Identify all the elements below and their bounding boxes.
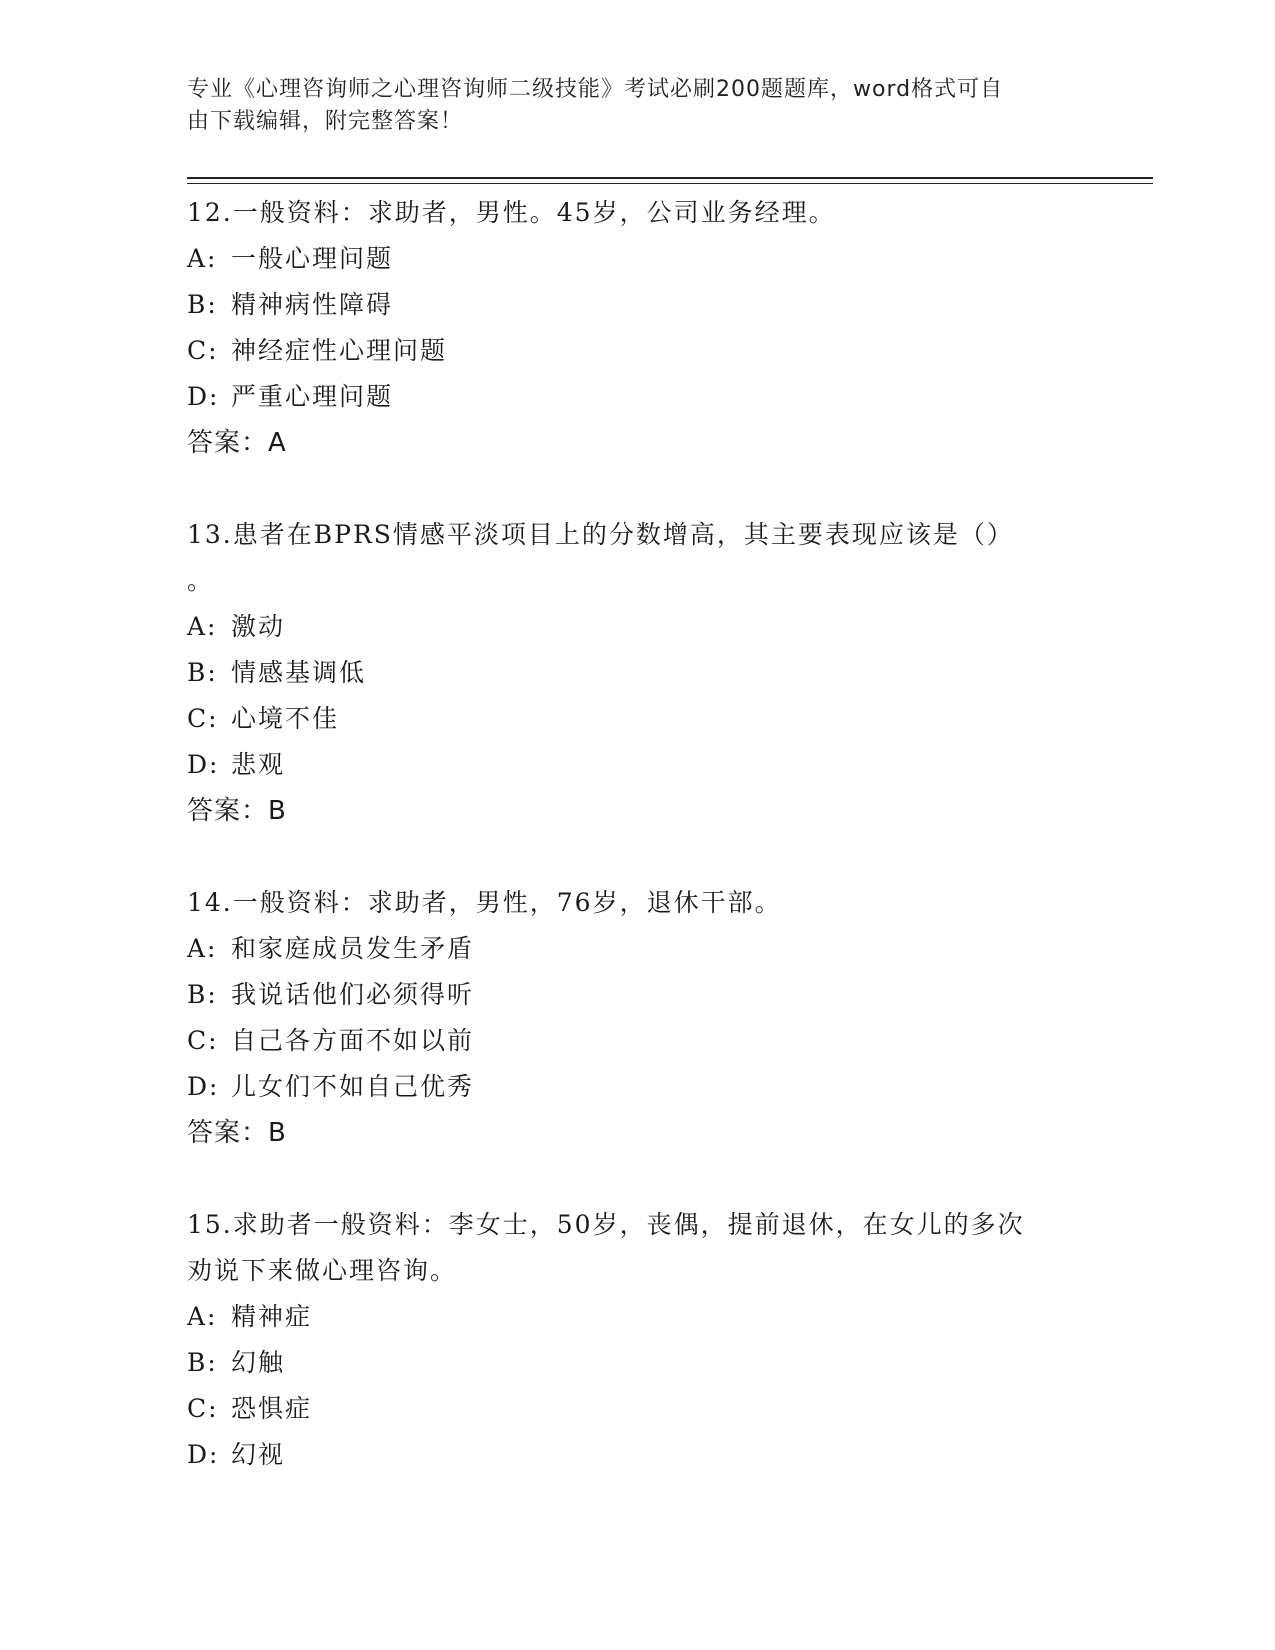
option-b (187, 650, 1087, 696)
option-b (187, 1340, 1087, 1386)
option-b (187, 282, 1087, 328)
option-label: C: (187, 1026, 219, 1055)
option-text: 儿女们不如自己优秀 (231, 1072, 475, 1101)
question-list (187, 190, 1087, 1524)
option-a (187, 1294, 1087, 1340)
option-label: B: (187, 1348, 218, 1377)
question-stem-text: 12.一般资料：求助者，男性。45岁，公司业务经理。 (187, 198, 836, 227)
document-header (187, 74, 1067, 138)
option-text: 一般心理问题 (231, 244, 394, 273)
option-d (187, 1432, 1087, 1478)
header-rule-thin (187, 183, 1153, 184)
option-text: 恐惧症 (231, 1394, 313, 1423)
option-b (187, 972, 1087, 1018)
option-label: D: (187, 382, 220, 411)
option-text: 我说话他们必须得听 (231, 980, 475, 1009)
option-c (187, 1018, 1087, 1064)
option-label: B: (187, 290, 218, 319)
option-a (187, 236, 1087, 282)
question-stem-text: 14.一般资料：求助者，男性，76岁，退休干部。 (187, 888, 782, 917)
option-label: A: (187, 1302, 218, 1331)
option-label: C: (187, 336, 219, 365)
option-text: 情感基调低 (231, 658, 367, 687)
option-a (187, 604, 1087, 650)
option-label: A: (187, 244, 218, 273)
option-text: 严重心理问题 (231, 382, 394, 411)
answer-line: 答案：B (187, 796, 287, 826)
header-line-1: 专业《心理咨询师之心理咨询师二级技能》考试必刷200题题库，word格式可自 (187, 77, 1004, 102)
option-label: B: (187, 658, 218, 687)
option-c (187, 1386, 1087, 1432)
header-rule-thick (187, 177, 1153, 179)
question-stem (187, 1202, 1087, 1294)
question-14 (187, 880, 1087, 1156)
question-stem (187, 512, 1087, 604)
option-label: A: (187, 934, 218, 963)
option-text: 精神症 (231, 1302, 313, 1331)
question-stem (187, 190, 1087, 236)
option-label: D: (187, 750, 220, 779)
answer-line: 答案：A (187, 428, 287, 458)
option-c (187, 696, 1087, 742)
option-label: C: (187, 1394, 219, 1423)
option-d (187, 1064, 1087, 1110)
option-label: D: (187, 1072, 220, 1101)
option-label: B: (187, 980, 218, 1009)
question-stem (187, 880, 1087, 926)
option-label: A: (187, 612, 218, 641)
question-12 (187, 190, 1087, 466)
option-label: D: (187, 1440, 220, 1469)
option-text: 和家庭成员发生矛盾 (231, 934, 475, 963)
option-text: 自己各方面不如以前 (231, 1026, 475, 1055)
question-15 (187, 1202, 1087, 1478)
option-label: C: (187, 704, 219, 733)
option-text: 悲观 (231, 750, 286, 779)
question-stem-continuation: 。 (187, 566, 215, 595)
question-stem-continuation: 劝说下来做心理咨询。 (187, 1256, 458, 1285)
option-d (187, 742, 1087, 788)
option-d (187, 374, 1087, 420)
option-a (187, 926, 1087, 972)
question-stem-text: 15.求助者一般资料：李女士，50岁，丧偶，提前退休，在女儿的多次 (187, 1210, 1025, 1239)
option-text: 幻视 (231, 1440, 286, 1469)
option-c (187, 328, 1087, 374)
question-stem-text: 13.患者在BPRS情感平淡项目上的分数增高，其主要表现应该是（） (187, 520, 1014, 549)
option-text: 精神病性障碍 (231, 290, 394, 319)
option-text: 激动 (231, 612, 286, 641)
option-text: 心境不佳 (231, 704, 340, 733)
option-text: 神经症性心理问题 (231, 336, 448, 365)
question-13 (187, 512, 1087, 834)
answer-line: 答案：B (187, 1118, 287, 1148)
header-line-2: 由下载编辑，附完整答案！ (187, 109, 464, 134)
option-text: 幻触 (231, 1348, 286, 1377)
